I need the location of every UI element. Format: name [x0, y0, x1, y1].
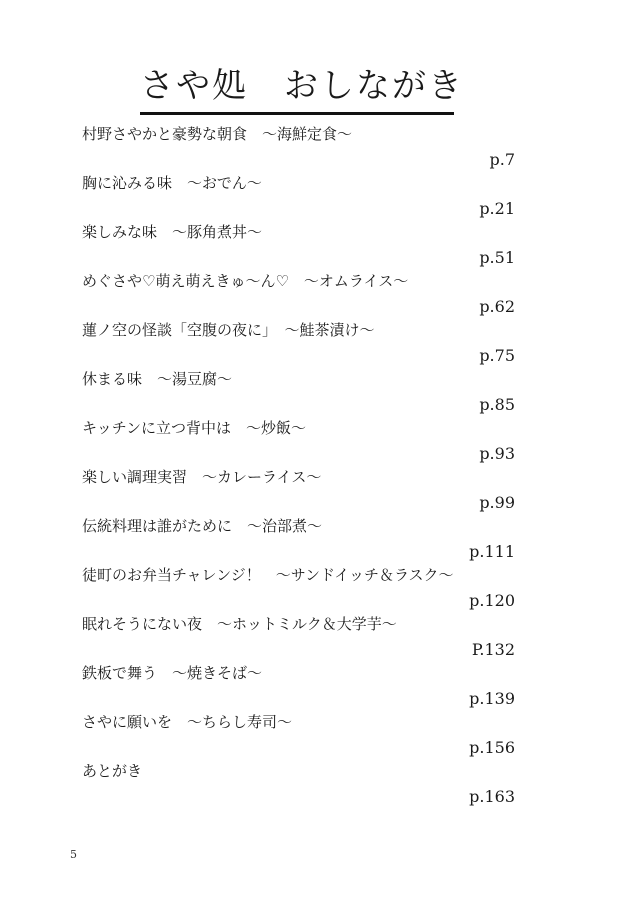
toc-entry-page: p.75: [479, 346, 515, 365]
toc-entry-title: さやに願いを ～ちらし寿司～: [82, 713, 293, 731]
toc-entry-title: 村野さやかと豪勢な朝食 ～海鮮定食～: [82, 125, 353, 143]
toc-entry-title: 鉄板で舞う ～焼きそば～: [82, 664, 263, 682]
page-title: さや処 おしながき: [140, 66, 464, 106]
toc-entry-title: 胸に沁みる味 ～おでん～: [82, 174, 262, 192]
toc-entry-title: 楽しい調理実習 ～カレーライス～: [82, 468, 322, 486]
toc-entry-title: めぐさや♡萌え萌えきゅ～ん♡ ～オムライス～: [82, 272, 409, 290]
toc-entry-page: p.93: [479, 444, 515, 463]
toc-entry-page: p.120: [469, 591, 515, 610]
toc-entry-page: p.7: [489, 150, 515, 169]
toc-entry-page: p.62: [479, 297, 515, 316]
toc-entry-title: あとがき: [82, 762, 143, 780]
toc-entry: [0, 169, 628, 218]
toc-entry: [0, 120, 628, 169]
toc-entry-page: p.21: [479, 199, 515, 218]
toc-entry: [0, 610, 628, 659]
toc-entry: [0, 512, 628, 561]
toc-entry-title: 徒町のお弁当チャレンジ！ ～サンドイッチ＆ラスク～: [82, 566, 454, 584]
toc-entry: [0, 659, 628, 708]
toc-entry-page: p.156: [469, 738, 515, 757]
toc-entry-title: 眠れそうにない夜 ～ホットミルク＆大学芋～: [82, 615, 397, 633]
toc-entry-page: p.111: [469, 542, 515, 561]
table-of-contents: [0, 120, 628, 806]
toc-entry-page: P.132: [471, 640, 515, 659]
toc-entry: [0, 708, 628, 757]
toc-entry: [0, 316, 628, 365]
toc-entry: [0, 463, 628, 512]
toc-entry-title: 楽しみな味 ～豚角煮丼～: [82, 223, 263, 241]
toc-entry: [0, 218, 628, 267]
toc-entry-title: 伝統料理は誰がために ～治部煮～: [82, 517, 323, 535]
page-number: 5: [70, 848, 77, 861]
toc-entry-page: p.139: [469, 689, 515, 708]
toc-entry: [0, 757, 628, 806]
toc-entry-page: p.51: [479, 248, 515, 267]
title-underline: [140, 112, 454, 115]
toc-entry-title: キッチンに立つ背中は ～炒飯～: [82, 419, 306, 437]
toc-entry-page: p.163: [469, 787, 515, 806]
toc-entry-page: p.85: [479, 395, 515, 414]
toc-entry: [0, 365, 628, 414]
toc-entry: [0, 267, 628, 316]
toc-entry: [0, 561, 628, 610]
toc-entry-title: 蓮ノ空の怪談「空腹の夜に」 ～鮭茶漬け～: [82, 321, 375, 339]
toc-entry: [0, 414, 628, 463]
toc-entry-page: p.99: [479, 493, 515, 512]
toc-entry-title: 休まる味 ～湯豆腐～: [82, 370, 233, 388]
